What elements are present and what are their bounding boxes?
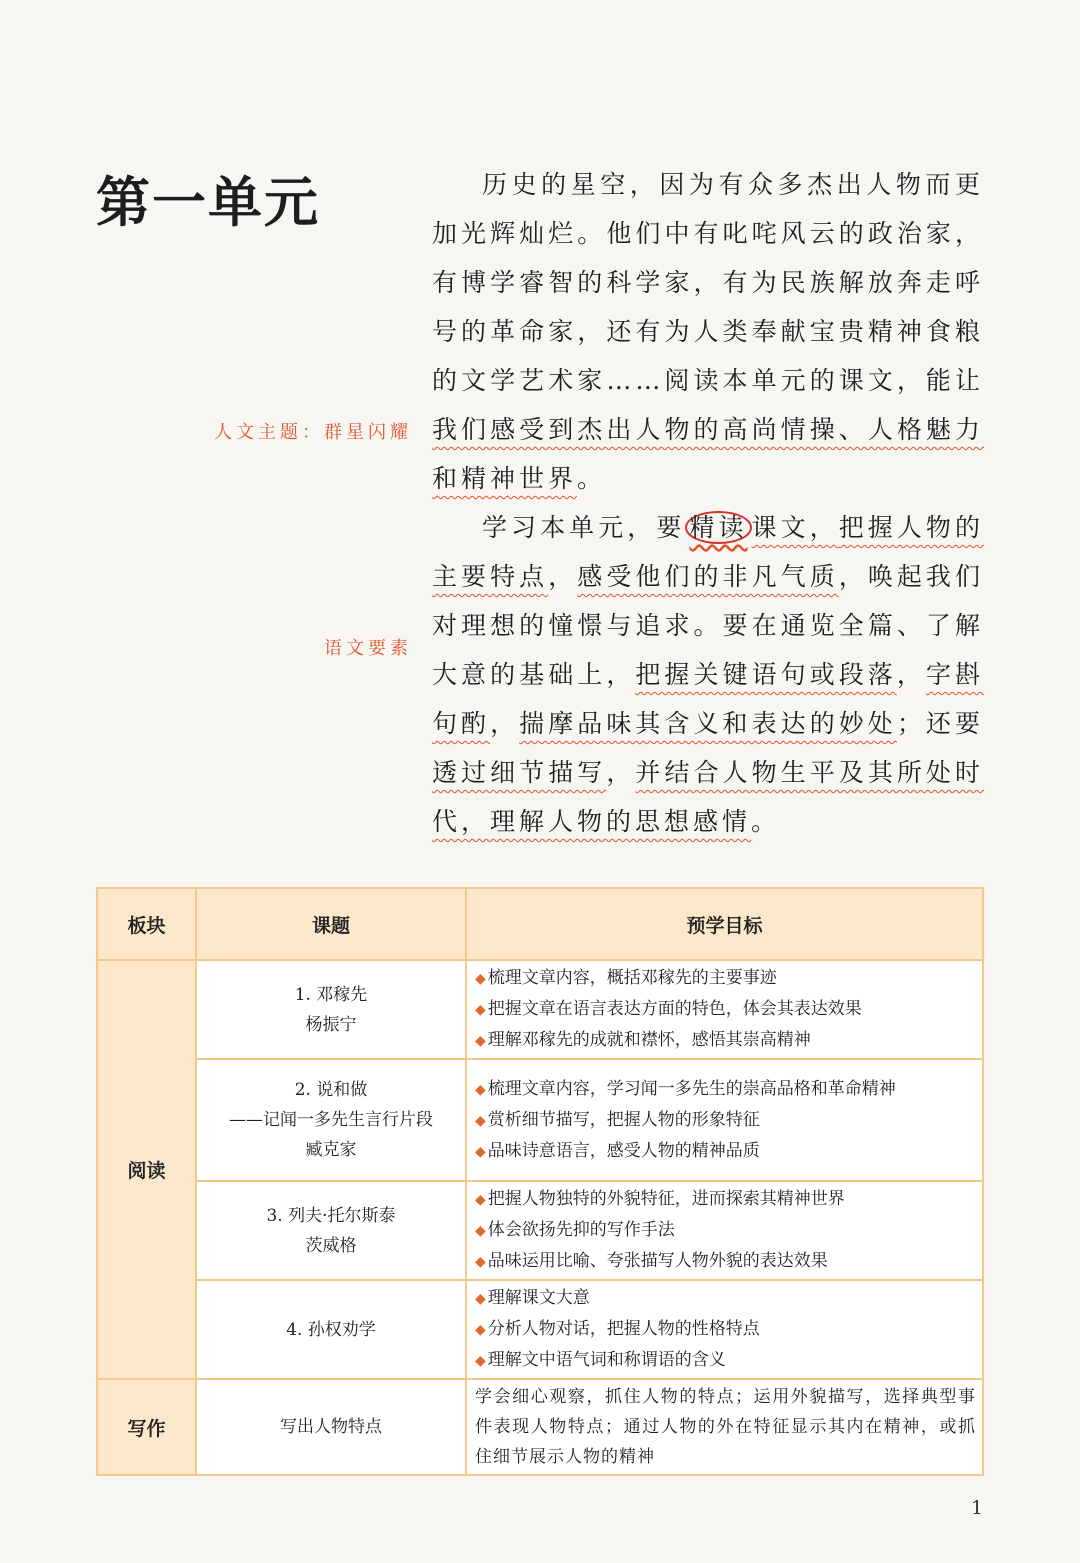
intro-paragraph-1 [432, 160, 984, 503]
humanities-theme-note: 人文主题：群星闪耀 [214, 422, 412, 443]
intro-text: 学习本单元，要 [482, 513, 686, 542]
diamond-bullet-icon: ◆ [475, 1081, 486, 1098]
goals-cell [466, 1059, 983, 1181]
lesson-author: 杨振宁 [305, 1014, 357, 1035]
goal-item: ◆ 梳理文章内容，学习闻一多先生的崇高品格和革命精神 [475, 1078, 896, 1099]
writing-topic: 写出人物特点 [196, 1379, 466, 1475]
table-row [97, 1379, 983, 1475]
intro-highlight: 把握关键语句或段落 [635, 660, 897, 689]
unit-introduction [432, 160, 984, 846]
diamond-bullet-icon: ◆ [475, 1223, 486, 1239]
lesson-cell [196, 960, 466, 1059]
header-section: 板块 [97, 888, 196, 960]
goal-item: ◆ 体会欲扬先抑的写作手法 [475, 1220, 675, 1240]
table-row [97, 1059, 983, 1181]
intro-text: ， [896, 660, 926, 689]
goal-item: ◆ 品味诗意语言，感受人物的精神品质 [475, 1140, 760, 1161]
goal-item: ◆ 分析人物对话，把握人物的性格特点 [475, 1319, 760, 1339]
intro-text: ；还要 [896, 709, 984, 738]
intro-highlight: 课文， [751, 513, 839, 542]
goal-item: ◆ 理解课文大意 [475, 1288, 590, 1308]
intro-highlight: 把握人物的主要特点 [432, 513, 984, 591]
intro-paragraph-2 [432, 503, 984, 846]
table-row [97, 1280, 983, 1379]
lesson-cell [196, 1181, 466, 1280]
intro-text: ，唤起我们对理想的憧憬与追求。要在通览全篇、了解大意的基础上， [432, 562, 984, 689]
table-row [97, 1181, 983, 1280]
reading-section-label: 阅读 [97, 960, 196, 1379]
intro-highlight: 揣摩品味其含义和表达的妙处 [519, 709, 897, 738]
diamond-bullet-icon: ◆ [475, 1033, 486, 1049]
writing-goal: 学会细心观察，抓住人物的特点；运用外貌描写，选择典型事件表现人物特点；通过人物的外在特征显示其内在精神，或抓住细节展示人物的精神 [466, 1379, 983, 1475]
intro-text: 。 [751, 807, 781, 836]
header-lesson: 课题 [196, 888, 466, 960]
lesson-author: 臧克家 [305, 1140, 357, 1160]
diamond-bullet-icon: ◆ [475, 971, 486, 987]
lesson-title: 2. 说和做 [294, 1080, 368, 1100]
unit-plan-table [96, 887, 984, 1476]
intro-highlight: 透过细节描写 [432, 758, 607, 787]
lesson-title: 3. 列夫·托尔斯泰 [266, 1205, 396, 1226]
table-header-row [97, 888, 983, 960]
header-goals: 预学目标 [466, 888, 983, 960]
intro-text: 历史的星空，因为有众多杰出人物而更加光辉灿烂。他们中有叱咤风云的政治家，有博学睿智的科学家，有为民族解放奔走呼号的革命家，还有为人类奉献宝贵精神食粮的文学艺术家……阅读本单元的课文，能让 [432, 170, 984, 395]
diamond-bullet-icon: ◆ [475, 1112, 486, 1129]
goal-item: ◆ 赏析细节描写，把握人物的形象特征 [475, 1109, 760, 1130]
lesson-title: 1. 邓稼先 [294, 984, 368, 1005]
lesson-cell [196, 1059, 466, 1181]
intro-highlight: 字斟句酌 [432, 660, 984, 738]
intro-highlight: 我们感受到杰出人物的高尚情操、人格魅力和精神世界 [432, 415, 984, 493]
diamond-bullet-icon: ◆ [475, 1322, 486, 1338]
intro-text: ， [606, 758, 636, 787]
diamond-bullet-icon: ◆ [475, 1143, 486, 1160]
language-elements-note: 语文要素 [324, 638, 412, 659]
lesson-subtitle: ——记闻一多先生言行片段 [229, 1110, 433, 1130]
goals-cell [466, 1280, 983, 1379]
intro-highlight: 并结合人物生平及其所处时代，理解人物的思想感情 [432, 758, 984, 836]
goals-cell [466, 1181, 983, 1280]
diamond-bullet-icon: ◆ [475, 1002, 486, 1018]
goal-item: ◆ 把握人物独特的外貌特征，进而探索其精神世界 [475, 1189, 845, 1209]
page-number: 1 [971, 1497, 984, 1519]
writing-section-label: 写作 [97, 1379, 196, 1475]
diamond-bullet-icon: ◆ [475, 1353, 486, 1369]
lesson-author: 茨威格 [305, 1235, 357, 1256]
lesson-title: 4. 孙权劝学 [286, 1319, 376, 1340]
diamond-bullet-icon: ◆ [475, 1254, 486, 1270]
goal-item: ◆ 理解文中语气词和称谓语的含义 [475, 1350, 726, 1370]
intro-text: 。 [577, 464, 607, 493]
circled-keyword: 精读 [685, 511, 751, 544]
goal-item: ◆ 把握文章在语言表达方面的特色，体会其表达效果 [475, 999, 862, 1019]
goal-item: ◆ 理解邓稼先的成就和襟怀，感悟其崇高精神 [475, 1030, 811, 1050]
intro-text: ， [490, 709, 520, 738]
goals-cell [466, 960, 983, 1059]
intro-highlight: 感受他们的非凡气质 [577, 562, 839, 591]
diamond-bullet-icon: ◆ [475, 1192, 486, 1208]
lesson-cell [196, 1280, 466, 1379]
table-row [97, 960, 983, 1059]
goal-item: ◆ 梳理文章内容，概括邓稼先的主要事迹 [475, 968, 777, 988]
goal-item: ◆ 品味运用比喻、夸张描写人物外貌的表达效果 [475, 1251, 828, 1271]
diamond-bullet-icon: ◆ [475, 1291, 486, 1307]
intro-text: ， [548, 562, 578, 591]
unit-title: 第一单元 [96, 170, 320, 234]
